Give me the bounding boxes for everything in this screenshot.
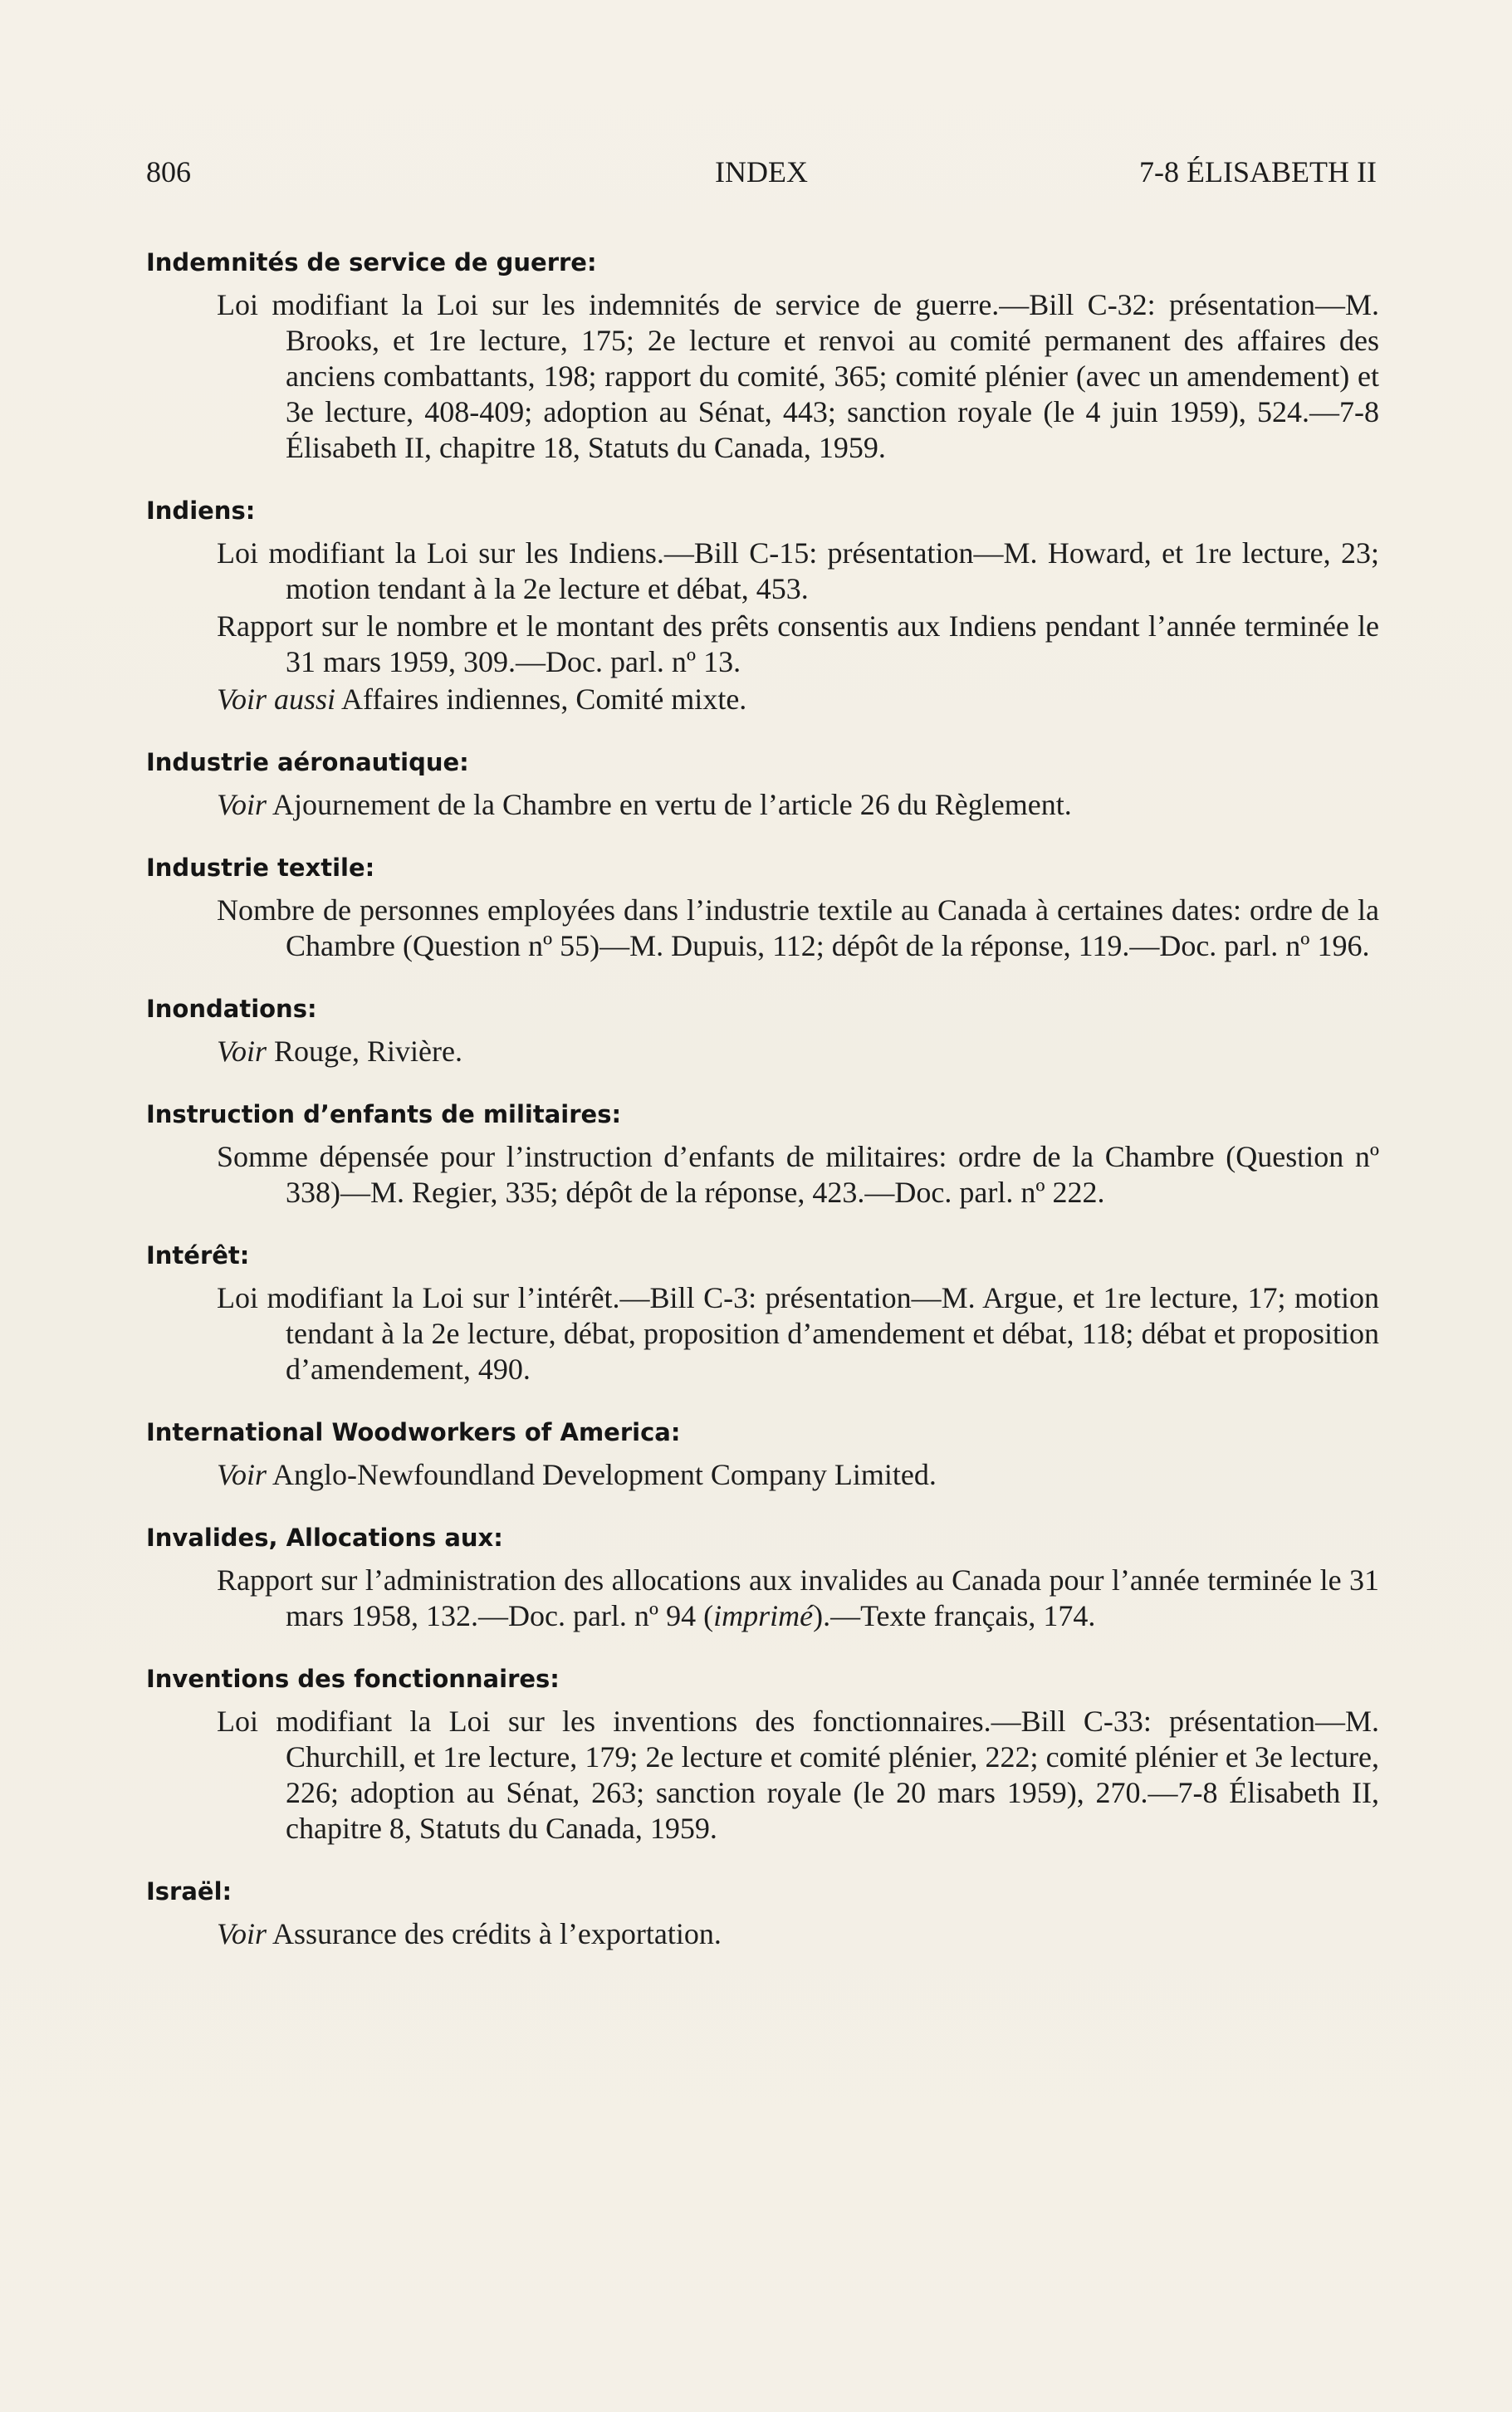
index-entry — [146, 1098, 1379, 1211]
index-content — [146, 246, 1379, 1980]
subentry-text: Rapport sur l’administration des allocations aux invalides au Canada pour l’année terminée le 31 mars 1958, 132.—Doc. parl. nº 94 ( — [217, 1563, 1379, 1632]
entry-heading: Industrie aéronautique: — [146, 748, 469, 776]
subentry: Loi modifiant la Loi sur l’intérêt.—Bill C-3: présentation—M. Argue, et 1re lecture, 17; motion tendant à la 2e lecture, débat, proposition d’amendement et débat, 118; débat et proposition d’amendement, 490. — [217, 1281, 1379, 1386]
subentry — [215, 1563, 1379, 1634]
index-entry — [146, 494, 1379, 717]
subentry: Loi modifiant la Loi sur les inventions des fonctionnaires.—Bill C-33: présentation—M. Churchill, et 1re lecture, 179; 2e lecture et comité plénier, 222; comité plénier et 3e lecture, 226; adoption au Sénat, 263; sanction royale (le 20 mars 1959), 270.—7-8 Élisabeth II, chapitre 8, Statuts du Canada, 1959. — [217, 1705, 1379, 1845]
subentry: Loi modifiant la Loi sur les Indiens.—Bill C-15: présentation—M. Howard, et 1re lecture, 23; motion tendant à la 2e lecture et débat, 453. — [217, 536, 1379, 605]
subentry-text: ).—Texte français, 174. — [813, 1599, 1096, 1632]
entry-heading: Instruction d’enfants de militaires: — [146, 1100, 622, 1128]
index-entry — [146, 746, 1379, 823]
index-entry — [146, 1662, 1379, 1847]
page-header — [146, 154, 1377, 196]
entry-heading: Inondations: — [146, 995, 317, 1023]
subentry: Nombre de personnes employées dans l’industrie textile au Canada à certaines dates: ordre de la Chambre (Question nº 55)—M. Dupuis, 112; dépôt de la réponse, 119.—Doc. parl. nº 196. — [217, 893, 1379, 962]
index-entry — [146, 1239, 1379, 1387]
see-reference — [215, 1034, 1379, 1069]
page-number: 806 — [146, 155, 191, 188]
entry-heading: International Woodworkers of America: — [146, 1418, 681, 1446]
see-also-text: Affaires indiennes, Comité mixte. — [335, 683, 747, 716]
see-text: Anglo-Newfoundland Development Company Limited. — [267, 1458, 937, 1491]
entry-heading: Industrie textile: — [146, 854, 375, 882]
subentry-italic-text: imprimé — [713, 1599, 814, 1632]
see-label: Voir — [217, 1458, 267, 1491]
entry-heading: Israël: — [146, 1877, 232, 1906]
entry-heading: Intérêt: — [146, 1241, 250, 1270]
index-entry — [146, 851, 1379, 964]
see-label: Voir — [217, 788, 267, 821]
index-entry — [146, 246, 1379, 466]
see-text: Assurance des crédits à l’exportation. — [267, 1917, 722, 1950]
see-reference — [215, 1457, 1379, 1493]
subentry: Loi modifiant la Loi sur les indemnités de service de guerre.—Bill C-32: présentation—M. Brooks, et 1re lecture, 175; 2e lecture et renvoi au comité permanent des affaires des anciens combattants, 198; rapport du comité, 365; comité plénier (avec un amendement) et 3e lecture, 408-409; adoption au Sénat, 443; sanction royale (le 4 juin 1959), 524.—7-8 Élisabeth II, chapitre 18, Statuts du Canada, 1959. — [217, 288, 1379, 464]
subentry: Rapport sur le nombre et le montant des prêts consentis aux Indiens pendant l’année terminée le 31 mars 1959, 309.—Doc. parl. nº 13. — [217, 609, 1379, 678]
see-label: Voir — [217, 1917, 267, 1950]
entry-heading: Invalides, Allocations aux: — [146, 1524, 503, 1552]
see-also-label: Voir aussi — [217, 683, 336, 716]
running-title: INDEX — [715, 155, 808, 188]
subentry: Somme dépensée pour l’instruction d’enfants de militaires: ordre de la Chambre (Question nº 338)—M. Regier, 335; dépôt de la réponse, 423.—Doc. parl. nº 222. — [217, 1140, 1379, 1209]
see-text: Ajournement de la Chambre en vertu de l’article 26 du Règlement. — [267, 788, 1072, 821]
index-entry — [146, 1875, 1379, 1952]
see-label: Voir — [217, 1035, 267, 1068]
see-reference — [215, 1916, 1379, 1952]
index-entry — [146, 992, 1379, 1069]
entry-heading: Indiens: — [146, 497, 256, 525]
see-reference — [215, 787, 1379, 823]
see-text: Rouge, Rivière. — [267, 1035, 462, 1068]
index-entry — [146, 1416, 1379, 1493]
index-entry — [146, 1521, 1379, 1634]
see-also-reference — [215, 682, 1379, 717]
running-header-right: 7-8 ÉLISABETH II — [1139, 155, 1377, 188]
entry-heading: Indemnités de service de guerre: — [146, 248, 597, 276]
entry-heading: Inventions des fonctionnaires: — [146, 1665, 560, 1693]
